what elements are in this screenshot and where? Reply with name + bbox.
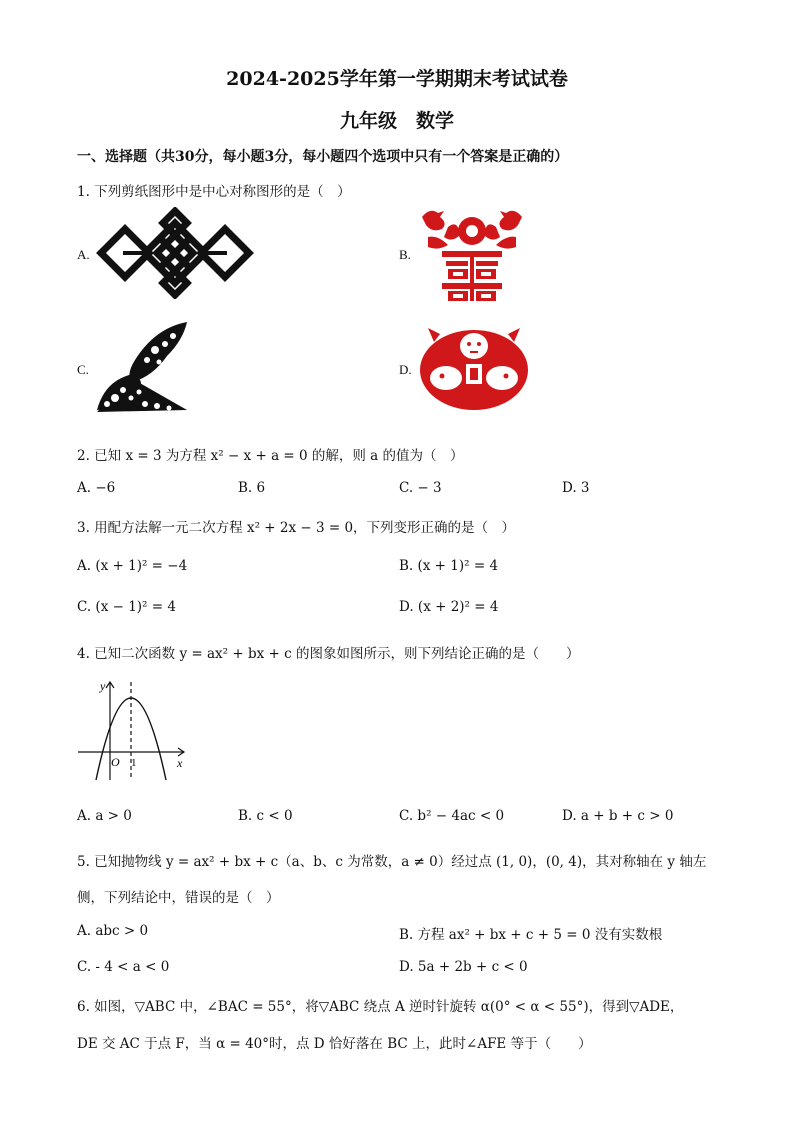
q2-option-b: B. 6 [238, 480, 266, 496]
q5-option-a: A. abc > 0 [77, 923, 149, 939]
exam-title: 2024-2025学年第一学期期末考试试卷 [226, 68, 568, 90]
q3-option-d: D. (x + 2)² = 4 [399, 599, 499, 615]
q4-option-a: A. a > 0 [77, 808, 132, 824]
tick-label-1: 1 [131, 757, 137, 769]
exam-subtitle: 九年级 数学 [339, 110, 454, 132]
q5-option-c: C. - 4 < a < 0 [77, 959, 170, 975]
fish-child-papercut-image [418, 320, 530, 412]
question-5-stem-line-1: 5. 已知抛物线 y = ax² + bx + c（a、b、c 为常数，a ≠ 0）经过点 (1, 0)，(0, 4)，其对称轴在 y 轴左 [77, 854, 707, 870]
question-3-stem: 3. 用配方法解一元二次方程 x² + 2x − 3 = 0，下列变形正确的是（ ） [77, 520, 516, 536]
q5-option-d: D. 5a + 2b + c < 0 [399, 959, 528, 975]
q4-option-c: C. b² − 4ac < 0 [399, 808, 505, 824]
q5-option-b: B. 方程 ax² + bx + c + 5 = 0 没有实数根 [399, 927, 663, 943]
q2-option-d: D. 3 [562, 480, 590, 496]
question-6-stem-line-1: 6. 如图，▽ABC 中，∠BAC = 55°，将▽ABC 绕点 A 逆时针旋转 α(0° < α < 55°)，得到▽ADE， [77, 999, 684, 1015]
q2-option-a: A. −6 [77, 480, 116, 496]
question-1-stem: 1. 下列剪纸图形中是中心对称图形的是（ ） [77, 184, 351, 200]
q3-option-b: B. (x + 1)² = 4 [399, 558, 499, 574]
double-happiness-papercut-image [418, 207, 526, 303]
origin-label: O [111, 755, 120, 769]
option-c-label: C. [77, 362, 89, 377]
option-b-label: B. [399, 247, 411, 262]
q2-option-c: C. − 3 [399, 480, 442, 496]
x-axis-label: x [177, 756, 183, 770]
question-4-stem: 4. 已知二次函数 y = ax² + bx + c 的图象如图所示，则下列结论正确的是（ ） [77, 646, 580, 662]
q4-option-d: D. a + b + c > 0 [562, 808, 674, 824]
q4-option-b: B. c < 0 [238, 808, 293, 824]
option-a-label: A. [77, 247, 90, 262]
y-axis-label: y [100, 679, 106, 693]
q3-option-a: A. (x + 1)² = −4 [77, 558, 188, 574]
question-2-stem: 2. 已知 x = 3 为方程 x² − x + a = 0 的解，则 a 的值为（ ） [77, 448, 464, 464]
section-heading: 一、选择题（共30分，每小题3分，每小题四个选项中只有一个答案是正确的） [77, 149, 569, 165]
q3-option-c: C. (x − 1)² = 4 [77, 599, 176, 615]
question-5-stem-line-2: 侧，下列结论中，错误的是（ ） [77, 890, 280, 906]
option-d-label: D. [399, 362, 412, 377]
endless-knot-papercut-image [95, 207, 255, 299]
butterfly-papercut-image [95, 320, 191, 414]
parabola-graph [74, 676, 192, 782]
question-6-stem-line-2: DE 交 AC 于点 F，当 α = 40°时，点 D 恰好落在 BC 上，此时∠AFE 等于（ ） [77, 1036, 592, 1052]
